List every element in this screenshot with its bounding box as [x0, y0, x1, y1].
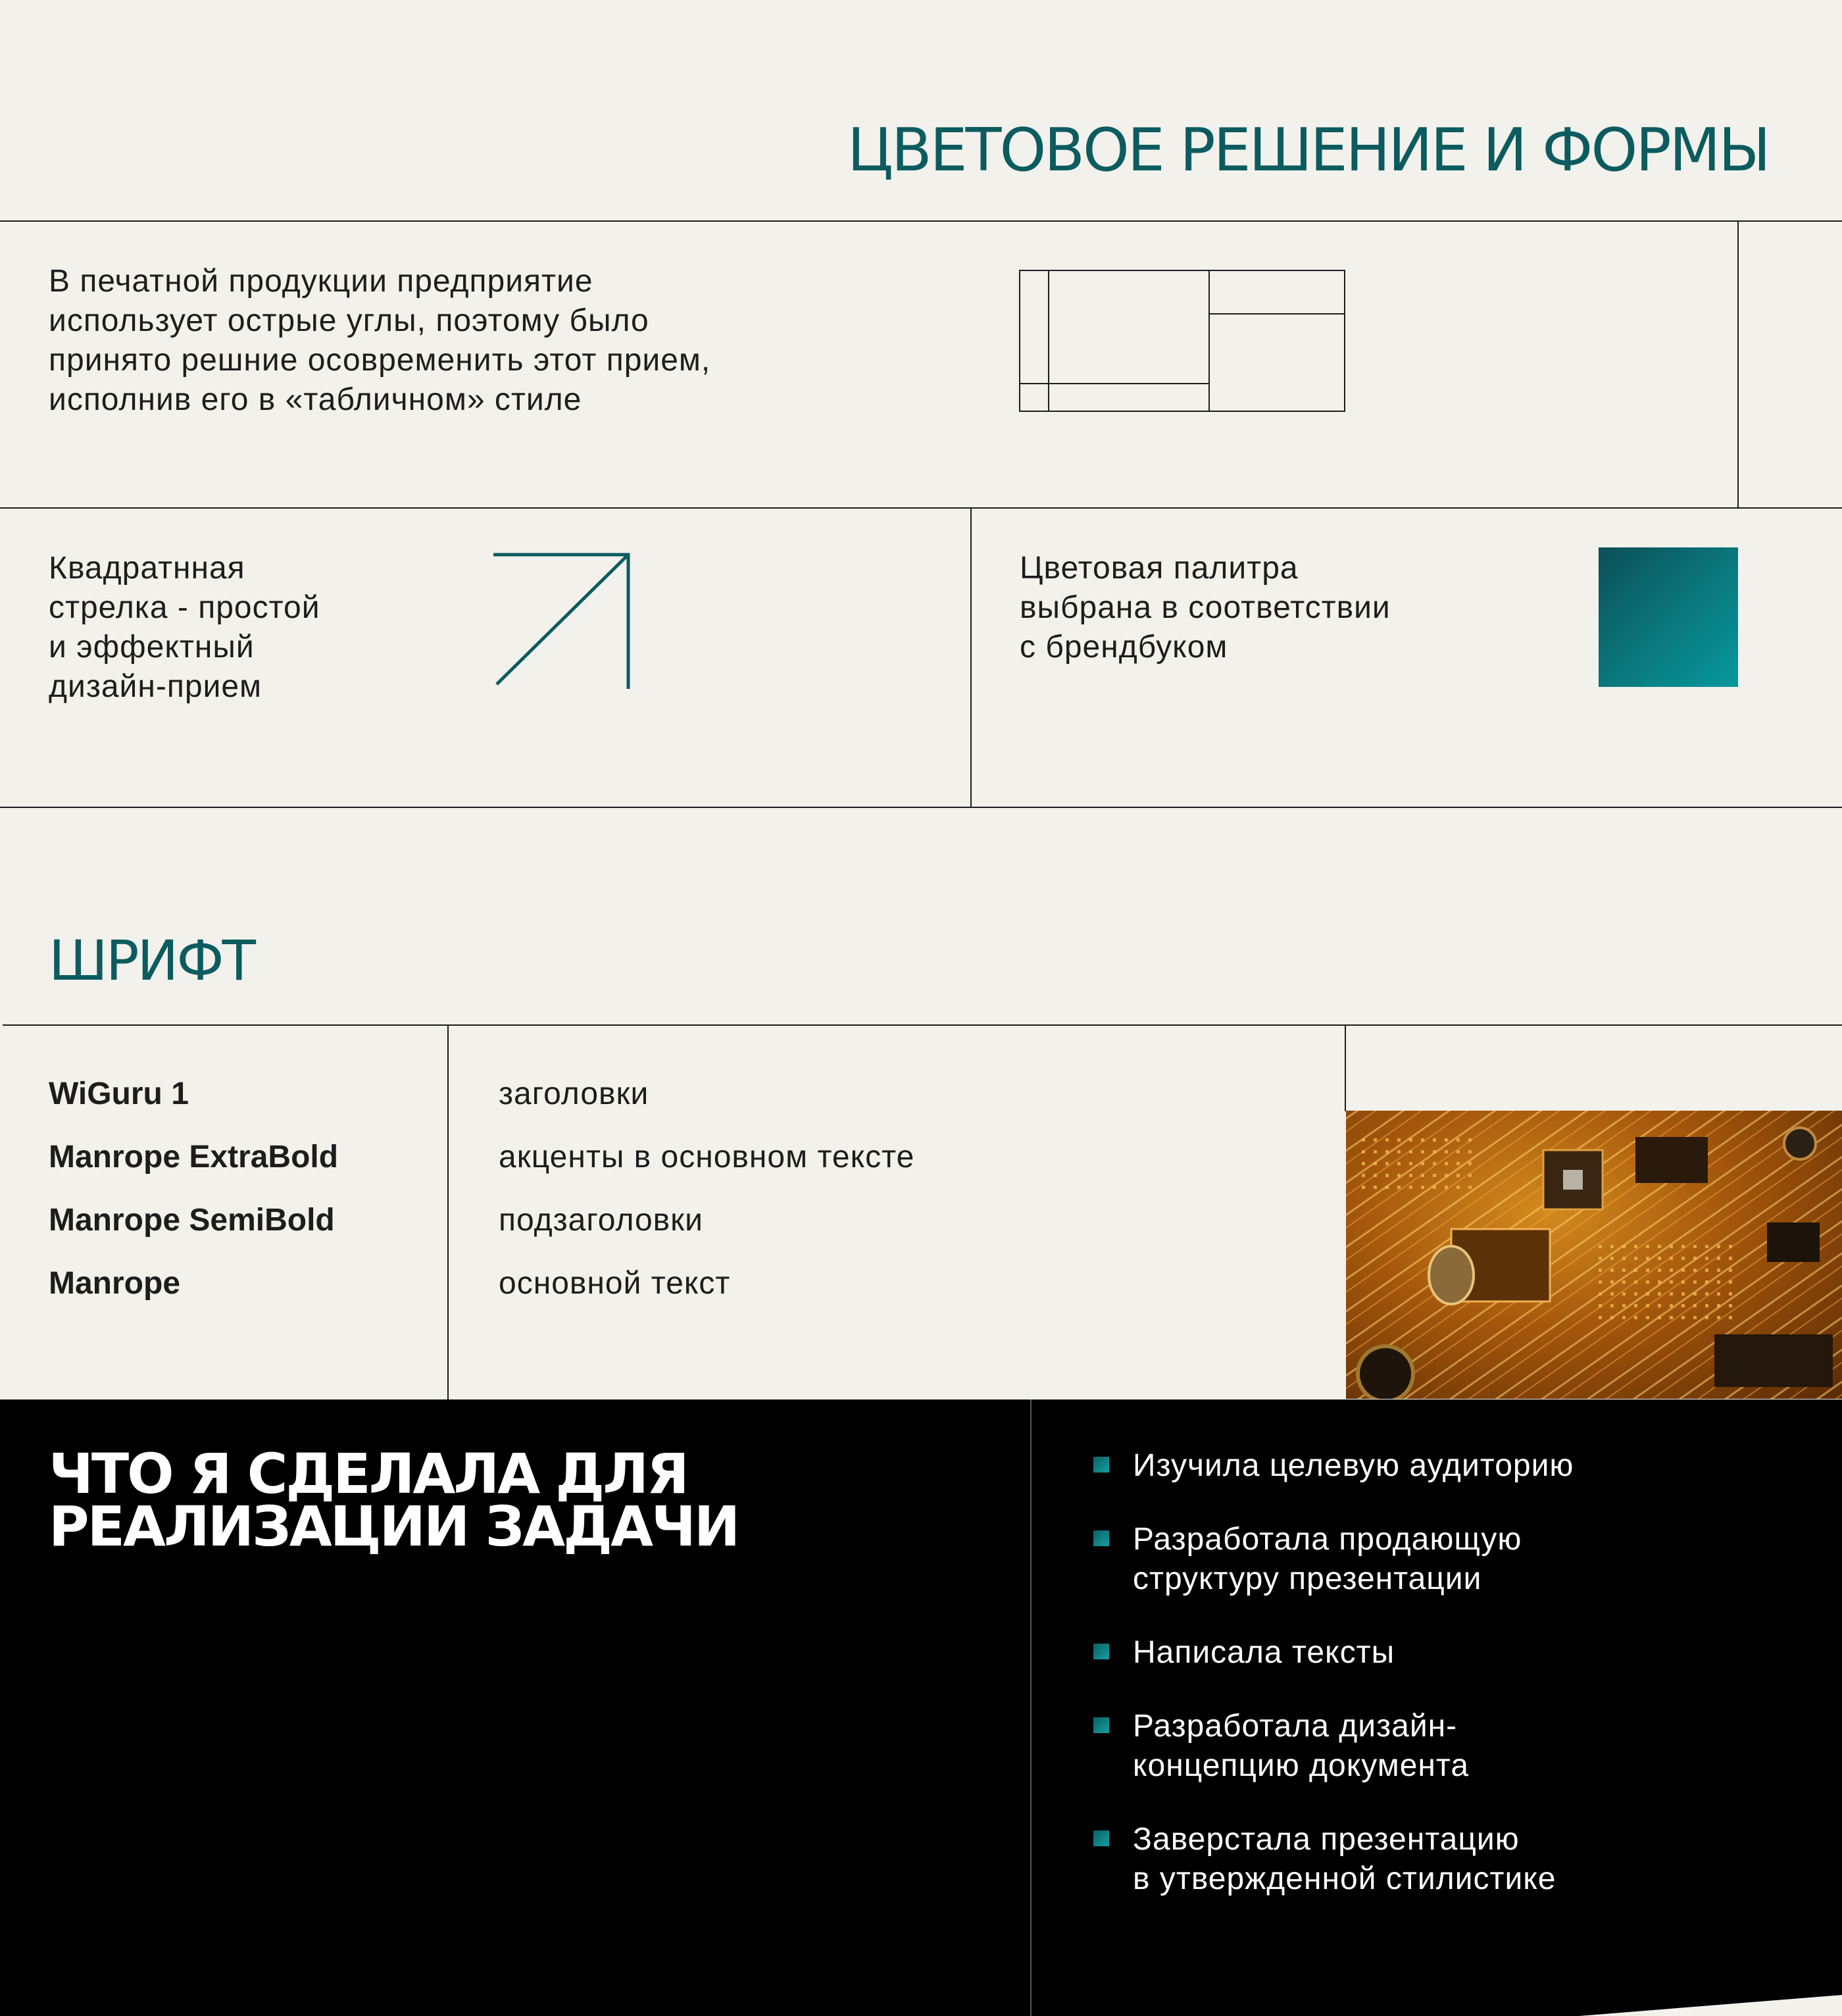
task-text: Написала тексты: [1133, 1635, 1395, 1670]
square-bullet-icon: [1093, 1644, 1109, 1659]
task-list: [1093, 1446, 1817, 1933]
font-name: WiGuru 1: [49, 1076, 189, 1111]
divider: [970, 507, 972, 807]
font-name-list: [49, 1071, 338, 1324]
color-section-title: ЦВЕТОВОЕ РЕШЕНИЕ И ФОРМЫ: [847, 116, 1769, 185]
task-text: Изучила целевую аудиторию: [1133, 1448, 1574, 1483]
font-usage: акценты в основном тексте: [499, 1140, 915, 1174]
list-item: [1093, 1633, 1817, 1673]
divider: [0, 807, 1842, 808]
divider: [0, 507, 1842, 509]
square-bullet-icon: [1093, 1717, 1109, 1733]
arrow-description: Квадратнная стрелка - простой и эффектный дизайн-прием: [49, 551, 320, 704]
divider: [1345, 1024, 1346, 1111]
divider: [1030, 1399, 1032, 2016]
table-schema-icon: [1019, 270, 1345, 412]
circuit-board-photo: [1346, 1111, 1842, 1399]
list-item: [1093, 1820, 1817, 1899]
task-text: Разработала дизайн- концепцию документа: [1133, 1709, 1470, 1783]
font-section-title: ШРИФТ: [49, 928, 254, 993]
divider: [0, 220, 1842, 222]
divider: [447, 1024, 449, 1399]
font-name: Manrope SemiBold: [49, 1203, 335, 1238]
tasks-section-title: [49, 1442, 739, 1559]
palette-description: Цветовая палитра выбрана в соответствии с брендбуком: [1020, 551, 1391, 665]
square-bullet-icon: [1093, 1530, 1109, 1546]
font-name: Manrope: [49, 1266, 181, 1301]
palette-swatch: [1599, 547, 1738, 687]
font-name: Manrope ExtraBold: [49, 1140, 339, 1174]
font-usage: основной текст: [499, 1266, 731, 1301]
font-usage-list: [499, 1071, 914, 1324]
diagonal-arrow-icon: [493, 553, 632, 691]
task-text: Заверстала презентацию в утвержденной стилистике: [1133, 1822, 1556, 1896]
square-bullet-icon: [1093, 1457, 1109, 1473]
page-corner-shape: [1579, 1995, 1842, 2016]
list-item: [1093, 1446, 1817, 1486]
task-text: Разработала продающую структуру презентации: [1133, 1522, 1522, 1596]
list-item: [1093, 1520, 1817, 1599]
shapes-description: В печатной продукции предприятие использует острые углы, поэтому было принято решние осовременить этот прием, исполнив его в «табличном» стиле: [49, 264, 711, 417]
font-usage: подзаголовки: [499, 1203, 703, 1238]
divider: [1737, 220, 1739, 508]
tasks-title-line: ЧТО Я СДЕЛАЛА ДЛЯ: [49, 1442, 687, 1506]
square-bullet-icon: [1093, 1830, 1109, 1846]
list-item: [1093, 1707, 1817, 1786]
font-usage: заголовки: [499, 1076, 649, 1111]
divider: [3, 1024, 1842, 1026]
tasks-title-line: РЕАЛИЗАЦИИ ЗАДАЧИ: [49, 1494, 739, 1559]
